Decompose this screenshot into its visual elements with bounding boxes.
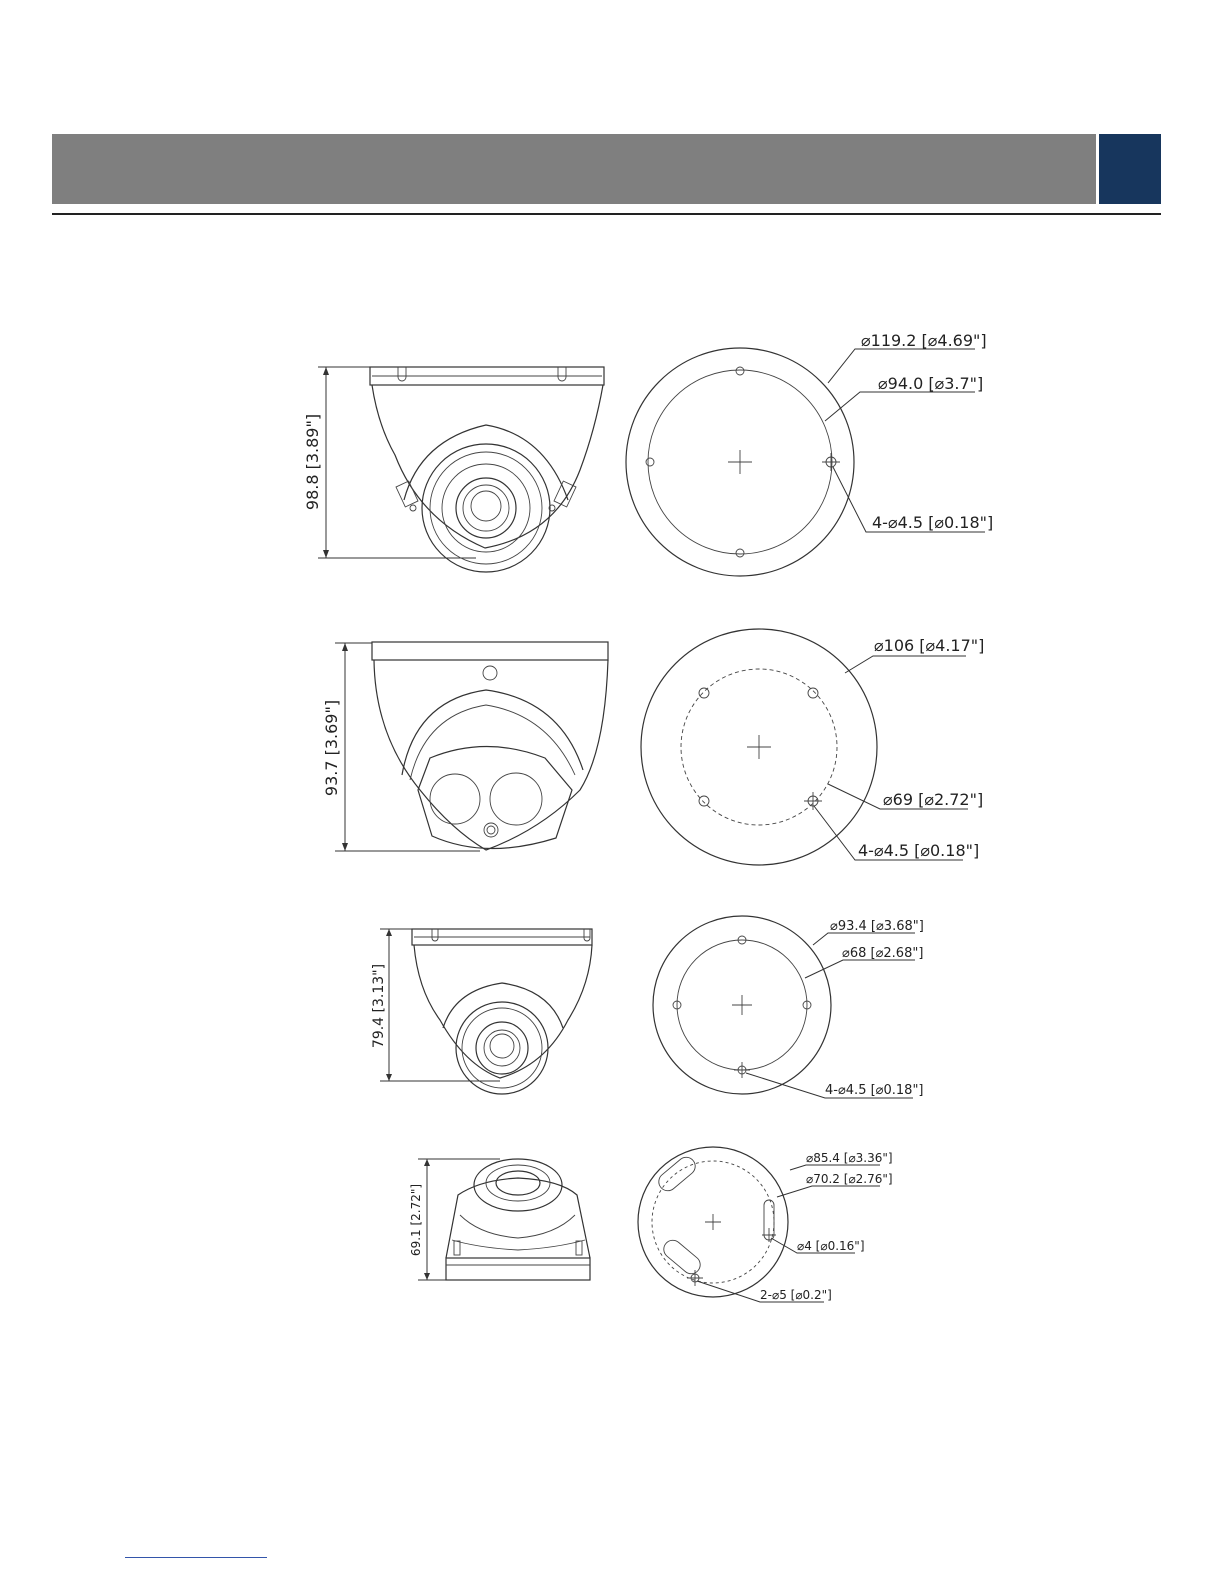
model-4-outer-diameter: ⌀85.4 [⌀3.36"] [806, 1151, 893, 1165]
model-3-height-label: 79.4 [3.13"] [371, 963, 387, 1049]
model-3-side-view [380, 929, 592, 1094]
model-4-hole-small: ⌀4 [⌀0.16"] [797, 1239, 865, 1253]
model-2-mounting-holes: 4-⌀4.5 [⌀0.18"] [858, 841, 980, 860]
model-3-outer-diameter: ⌀93.4 [⌀3.68"] [830, 919, 924, 934]
model-4-inner-diameter: ⌀70.2 [⌀2.76"] [806, 1172, 893, 1186]
model-4-side-view [418, 1159, 590, 1280]
model-1-inner-diameter: ⌀94.0 [⌀3.7"] [878, 374, 984, 393]
model-3-mounting-holes: 4-⌀4.5 [⌀0.18"] [825, 1083, 924, 1098]
model-4-height-label: 69.1 [2.72"] [409, 1183, 423, 1257]
model-2-height-label: 93.7 [3.69"] [322, 699, 341, 797]
model-2-outer-diameter: ⌀106 [⌀4.17"] [874, 636, 985, 655]
model-1-height-label: 98.8 [3.89"] [303, 413, 322, 511]
model-3-inner-diameter: ⌀68 [⌀2.68"] [842, 946, 924, 961]
model-1-outer-diameter: ⌀119.2 [⌀4.69"] [861, 331, 987, 350]
model-4-top-view [638, 1147, 880, 1302]
model-1-side-view [318, 367, 604, 572]
model-4-mounting-holes: 2-⌀5 [⌀0.2"] [760, 1288, 832, 1302]
model-1-mounting-holes: 4-⌀4.5 [⌀0.18"] [872, 513, 994, 532]
model-2-side-view [335, 642, 608, 851]
model-2-top-view [641, 629, 968, 865]
model-3-top-view [653, 916, 915, 1098]
model-2-inner-diameter: ⌀69 [⌀2.72"] [883, 790, 984, 809]
footer-link-underline[interactable] [125, 1557, 267, 1558]
